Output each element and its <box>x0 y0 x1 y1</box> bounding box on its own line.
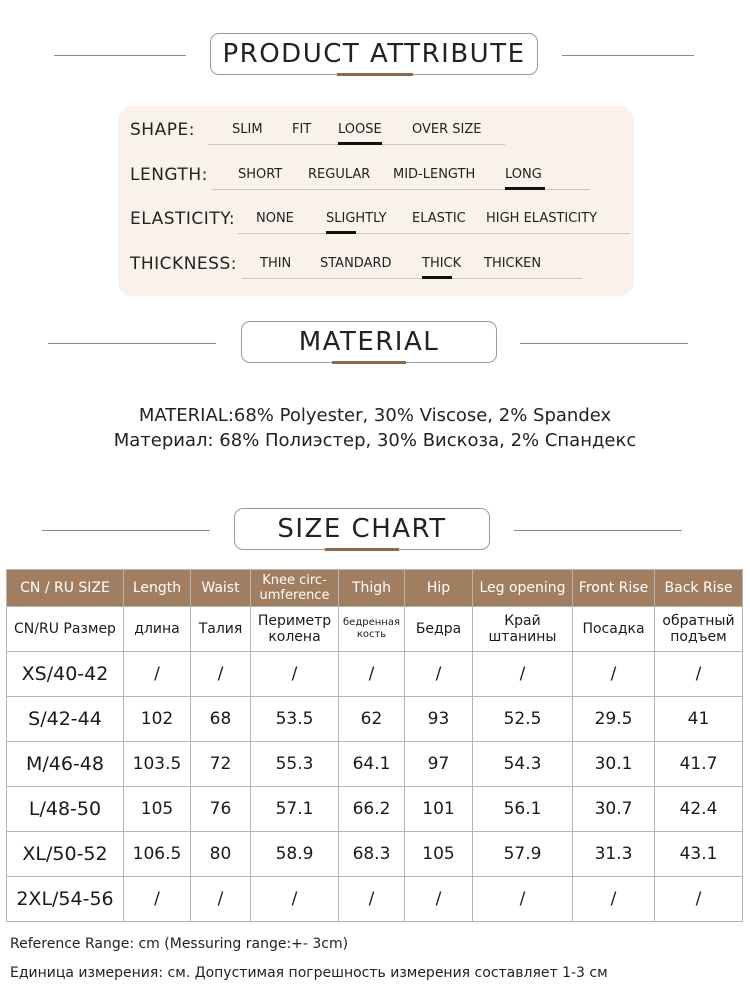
measurement-cell: / <box>124 877 191 922</box>
measurement-cell: 42.4 <box>655 787 743 832</box>
measurement-cell: 105 <box>405 832 473 877</box>
attribute-option-selected: THICK <box>422 256 462 271</box>
measurement-cell: / <box>191 652 251 697</box>
size-cell: XS/40-42 <box>7 652 124 697</box>
header-line-right <box>562 55 694 56</box>
column-header-ru: длина <box>124 607 191 652</box>
attribute-option-selected: LONG <box>505 167 542 182</box>
attribute-option: SHORT <box>238 167 283 182</box>
table-ru-header-row <box>7 607 743 652</box>
measurement-cell: / <box>251 652 339 697</box>
attribute-option: NONE <box>256 211 294 226</box>
column-header-ru: Край штанины <box>473 607 573 652</box>
measurement-cell: 101 <box>405 787 473 832</box>
attribute-label: LENGTH: <box>130 165 208 185</box>
measurement-cell: 41 <box>655 697 743 742</box>
measurement-cell: 30.1 <box>573 742 655 787</box>
attribute-option: THIN <box>260 256 292 271</box>
size-cell: XL/50-52 <box>7 832 124 877</box>
size-cell: 2XL/54-56 <box>7 877 124 922</box>
attribute-rule <box>242 278 582 279</box>
product-attribute-header <box>0 33 750 79</box>
column-header: Hip <box>405 570 473 607</box>
measurement-cell: 57.1 <box>251 787 339 832</box>
measurement-cell: 64.1 <box>339 742 405 787</box>
selected-underline <box>505 187 545 190</box>
header-pill <box>234 508 490 550</box>
measurement-cell: 105 <box>124 787 191 832</box>
attribute-option-selected: SLIGHTLY <box>326 211 387 226</box>
measurement-cell: 56.1 <box>473 787 573 832</box>
reference-range-note: Reference Range: cm (Messuring range:+- 3cm) <box>10 936 349 952</box>
product-attribute-title: PRODUCT ATTRIBUTE <box>222 39 526 69</box>
size-chart-title: SIZE CHART <box>277 514 447 544</box>
measurement-cell: 62 <box>339 697 405 742</box>
attribute-option-selected: LOOSE <box>338 122 382 137</box>
table-header-row <box>7 570 743 607</box>
header-line-right <box>514 530 682 531</box>
measurement-cell: / <box>339 877 405 922</box>
attribute-option: HIGH ELASTICITY <box>486 211 598 226</box>
attribute-label: THICKNESS: <box>130 254 237 274</box>
measurement-cell: / <box>124 652 191 697</box>
column-header-ru: Периметр колена <box>251 607 339 652</box>
measurement-cell: / <box>251 877 339 922</box>
measurement-cell: 57.9 <box>473 832 573 877</box>
attribute-label: ELASTICITY: <box>130 209 236 229</box>
column-header: Front Rise <box>573 570 655 607</box>
header-pill <box>241 321 497 363</box>
measurement-cell: 76 <box>191 787 251 832</box>
attribute-option: STANDARD <box>320 256 392 271</box>
measurement-cell: / <box>405 877 473 922</box>
measurement-cell: 31.3 <box>573 832 655 877</box>
measurement-cell: 103.5 <box>124 742 191 787</box>
column-header: CN / RU SIZE <box>7 570 124 607</box>
measurement-cell: 55.3 <box>251 742 339 787</box>
attribute-rule <box>238 233 630 234</box>
header-accent-underline <box>332 361 406 364</box>
column-header-ru: бедренная кость <box>339 607 405 652</box>
column-header: Leg opening <box>473 570 573 607</box>
measurement-cell: 68.3 <box>339 832 405 877</box>
attribute-option: SLIM <box>232 122 263 137</box>
measurement-cell: / <box>655 877 743 922</box>
measurement-cell: / <box>339 652 405 697</box>
table-row <box>7 652 743 697</box>
table-row <box>7 832 743 877</box>
attribute-option: THICKEN <box>484 256 542 271</box>
header-accent-underline <box>325 548 399 551</box>
header-pill <box>210 33 538 75</box>
attribute-option: OVER SIZE <box>412 122 482 137</box>
column-header: Waist <box>191 570 251 607</box>
measurement-cell: / <box>191 877 251 922</box>
column-header-ru: Посадка <box>573 607 655 652</box>
measurement-cell: / <box>473 877 573 922</box>
measurement-cell: 102 <box>124 697 191 742</box>
measurement-cell: 80 <box>191 832 251 877</box>
table-row <box>7 697 743 742</box>
header-line-left <box>42 530 210 531</box>
table-row <box>7 877 743 922</box>
column-header: Length <box>124 570 191 607</box>
material-text-ru: Материал: 68% Полиэстер, 30% Вискоза, 2% Спандекс <box>113 430 637 451</box>
measurement-cell: / <box>405 652 473 697</box>
table-row <box>7 742 743 787</box>
size-cell: L/48-50 <box>7 787 124 832</box>
column-header: Back Rise <box>655 570 743 607</box>
size-cell: M/46-48 <box>7 742 124 787</box>
size-cell: S/42-44 <box>7 697 124 742</box>
measurement-cell: 52.5 <box>473 697 573 742</box>
header-line-left <box>54 55 186 56</box>
size-chart-table <box>6 569 743 922</box>
measurement-cell: 97 <box>405 742 473 787</box>
measurement-cell: 106.5 <box>124 832 191 877</box>
measurement-note-ru: Единица измерения: см. Допустимая погрешность измерения составляет 1-3 см <box>10 965 608 981</box>
attribute-option: ELASTIC <box>412 211 466 226</box>
measurement-cell: 30.7 <box>573 787 655 832</box>
measurement-cell: 68 <box>191 697 251 742</box>
measurement-cell: 54.3 <box>473 742 573 787</box>
column-header-ru: Бедра <box>405 607 473 652</box>
table-row <box>7 787 743 832</box>
column-header-ru: обратный подъем <box>655 607 743 652</box>
material-text-en: MATERIAL:68% Polyester, 30% Viscose, 2% Spandex <box>138 405 612 426</box>
measurement-cell: 93 <box>405 697 473 742</box>
header-accent-underline <box>337 73 413 76</box>
measurement-cell: 41.7 <box>655 742 743 787</box>
material-header <box>0 321 750 367</box>
size-chart-header <box>0 508 750 554</box>
measurement-cell: 53.5 <box>251 697 339 742</box>
column-header-ru: CN/RU Размер <box>7 607 124 652</box>
header-line-right <box>520 343 688 344</box>
measurement-cell: / <box>573 652 655 697</box>
measurement-cell: 58.9 <box>251 832 339 877</box>
selected-underline <box>326 231 356 234</box>
selected-underline <box>422 276 452 279</box>
measurement-cell: 72 <box>191 742 251 787</box>
column-header: Knee circ-umference <box>251 570 339 607</box>
selected-underline <box>338 142 382 145</box>
measurement-cell: / <box>655 652 743 697</box>
measurement-cell: / <box>473 652 573 697</box>
attribute-option: REGULAR <box>308 167 371 182</box>
measurement-cell: 29.5 <box>573 697 655 742</box>
attribute-label: SHAPE: <box>130 120 195 140</box>
header-line-left <box>48 343 216 344</box>
column-header-ru: Талия <box>191 607 251 652</box>
measurement-cell: 66.2 <box>339 787 405 832</box>
measurement-cell: / <box>573 877 655 922</box>
attribute-panel <box>118 106 634 296</box>
material-title: MATERIAL <box>298 327 440 357</box>
attribute-option: FIT <box>292 122 312 137</box>
measurement-cell: 43.1 <box>655 832 743 877</box>
column-header: Thigh <box>339 570 405 607</box>
attribute-option: MID-LENGTH <box>393 167 476 182</box>
